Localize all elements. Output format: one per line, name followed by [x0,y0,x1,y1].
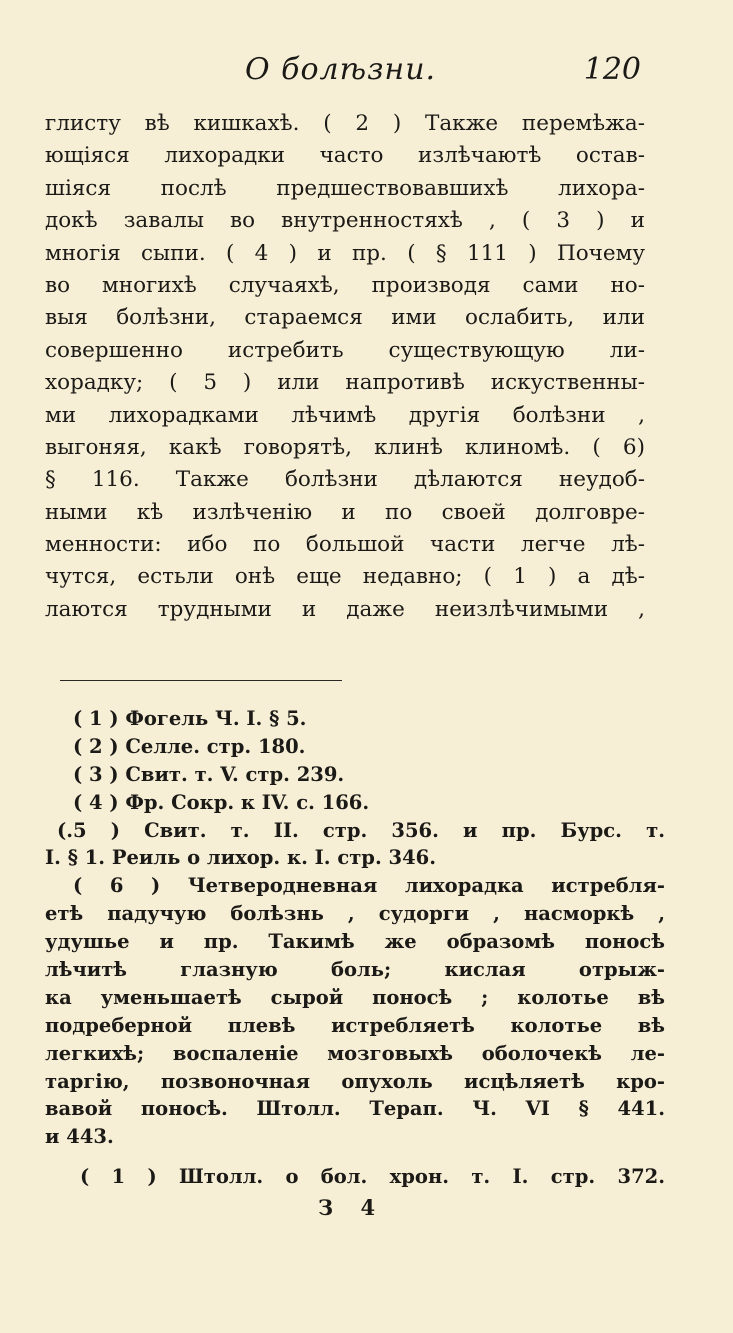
footnote-last: ( 1 ) Штолл. о бол. хрон. т. I. стр. 372. [80,1165,665,1188]
text-line: докѣ завалы во внутренностяхѣ , ( 3 ) и [45,208,645,234]
footnote-line: подреберной плевѣ истребляетѣ колотье вѣ [45,1013,665,1037]
footnote-line: легкихѣ; воспаленіе мозговыхѣ оболочекѣ ле- [45,1041,665,1065]
footnote-line: ( 4 ) Фр. Сокр. к IV. с. 166. [73,790,370,814]
text-line: выгоняя, какѣ говорятѣ, клинѣ клиномѣ. ( 6) [45,434,645,460]
text-line: во многихѣ случаяхѣ, производя сами но- [45,272,645,298]
text-line: чутся, естьли онѣ еще недавно; ( 1 ) а дѣ- [45,564,645,590]
footnote-line: I. § 1. Реиль о лихор. к. I. стр. 346. [45,846,437,870]
text-line: менности: ибо по большой части легче лѣ- [45,532,645,558]
running-title: О болѣзни. [245,52,437,87]
footnote-line: ( 6 ) Четвероднeвная лихорадка истребля- [73,874,665,898]
text-line: ными кѣ излѣченію и по своей долговре- [45,499,645,525]
text-line: многія сыпи. ( 4 ) и пр. ( § 111 ) Почему [45,240,645,266]
text-line: ющіяся лихорадки часто излѣчаютѣ остав- [45,143,645,169]
footnote-line: ( 1 ) Фогель Ч. I. § 5. [73,707,307,730]
footnote-divider [60,680,342,681]
footnote-line: таргію, позвоночная опухоль исцѣляетѣ кро- [45,1069,665,1093]
page-header [0,52,733,96]
footnote-line: етѣ падучую болѣзнь , судорги , насморкѣ , [45,902,665,926]
footnote-line: вавой поносѣ. Штолл. Терап. Ч. VI § 441. [45,1097,665,1121]
text-line: совершенно истребить существующую ли- [45,337,645,363]
footnote-line: лѣчитѣ глазную боль; кислая отрыж- [45,958,665,982]
page-number: 120 [583,52,641,87]
footnote-line: ка уменьшаетѣ сырой поносѣ ; колотье вѣ [45,985,665,1009]
text-line: ми лихорадками лѣчимѣ другія болѣзни , [45,402,645,428]
text-line: лаются трудными и даже неизлѣчимыми , [45,596,645,622]
text-line: шіяся послѣ предшествовавшихѣ лихора- [45,175,645,201]
text-line: § 116. Также болѣзни дѣлаются неудоб- [45,467,645,493]
footnotes [45,705,665,1151]
text-line: хорадку; ( 5 ) или напротивѣ искуственны- [45,370,645,396]
signature-mark: З 4 [318,1195,386,1220]
text-line: глисту вѣ кишкахѣ. ( 2 ) Также перемѣжа- [45,111,645,136]
footnote-line: ( 3 ) Свит. т. V. стр. 239. [73,762,345,786]
footnote-line: (.5 ) Свит. т. II. стр. 356. и пр. Бурс. т. [57,818,665,842]
text-line: выя болѣзни, стараемся ими ослабить, или [45,305,645,331]
footnote-line: ( 2 ) Селле. стр. 180. [73,734,306,758]
footnote-line: и 443. [45,1125,114,1149]
main-text [45,108,645,626]
footnote-line: удушье и пр. Такимѣ же образомѣ поносѣ [45,930,665,954]
